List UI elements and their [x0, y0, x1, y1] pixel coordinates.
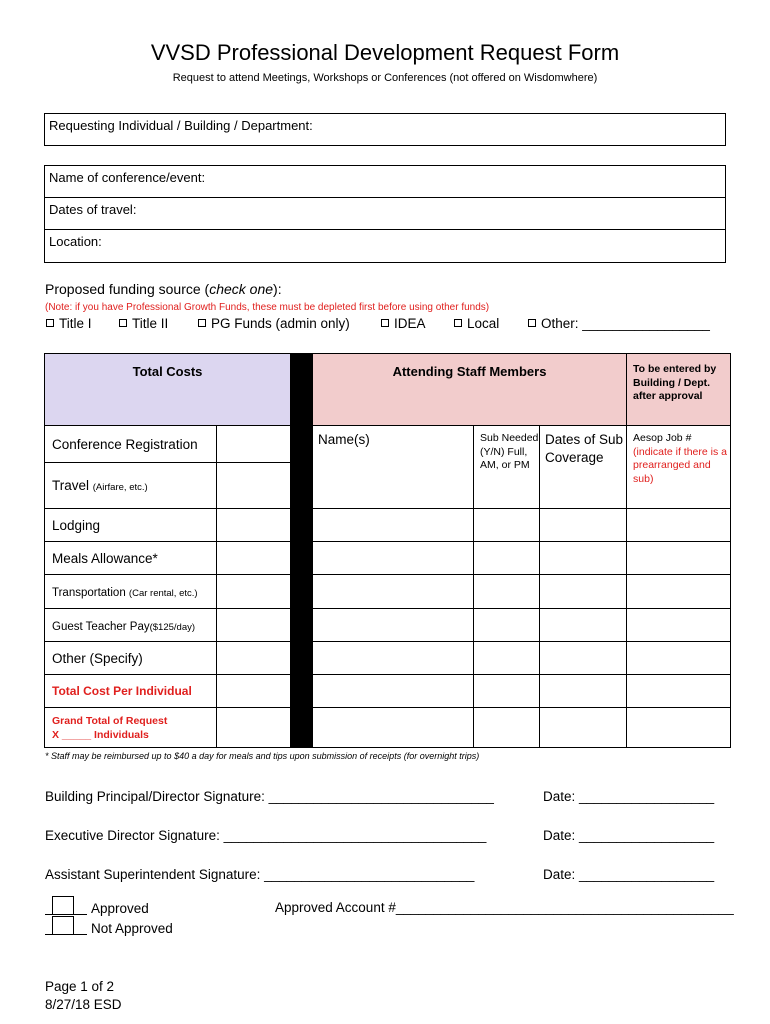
executive-signature-line[interactable]: Executive Director Signature: ___________________________________: [45, 828, 487, 843]
revision-date: 8/27/18 ESD: [45, 997, 122, 1012]
divider-column: [291, 354, 313, 748]
event-name-label: Name of conference/event:: [49, 170, 206, 185]
staff-name-cell[interactable]: [313, 642, 474, 675]
sub-dates-cell[interactable]: [540, 575, 627, 609]
sub-dates-cell[interactable]: [540, 542, 627, 575]
requester-box: [44, 113, 726, 146]
transportation-cost[interactable]: [217, 575, 291, 609]
total-costs-header: Total Costs: [45, 354, 291, 426]
grand-total-cost[interactable]: [217, 708, 291, 748]
staff-name-cell[interactable]: [313, 575, 474, 609]
grand-total-label: Grand Total of Request X _____ Individuals: [45, 708, 217, 748]
other-label: Other (Specify): [45, 642, 217, 675]
event-name-field[interactable]: [45, 166, 725, 198]
aesop-job-cell[interactable]: [627, 609, 731, 642]
approved-option[interactable]: Approved: [45, 900, 173, 920]
funding-note: (Note: if you have Professional Growth Funds, these must be depleted first before using other funds): [45, 302, 490, 313]
requester-label: Requesting Individual / Building / Department:: [49, 118, 313, 133]
transportation-label: Transportation (Car rental, etc.): [45, 575, 217, 609]
aesop-job-cell[interactable]: [627, 642, 731, 675]
funding-label: Proposed funding source (check one):: [45, 281, 282, 297]
sub-needed-cell[interactable]: [474, 642, 540, 675]
aesop-job-cell[interactable]: [627, 708, 731, 748]
sub-dates-cell[interactable]: [540, 642, 627, 675]
sub-needed-cell[interactable]: [474, 575, 540, 609]
event-box: [44, 165, 726, 263]
meals-cost[interactable]: [217, 542, 291, 575]
conference-registration-cost[interactable]: [217, 426, 291, 463]
travel-label: Travel (Airfare, etc.): [45, 463, 217, 509]
aesop-job-cell[interactable]: [627, 509, 731, 542]
funding-option-pg-funds[interactable]: PG Funds (admin only): [198, 316, 350, 331]
executive-date-line[interactable]: Date: __________________: [543, 828, 715, 843]
checkbox-icon[interactable]: [454, 319, 462, 327]
names-cell[interactable]: Name(s): [313, 426, 474, 509]
meals-footnote: * Staff may be reimbursed up to $40 a day for meals and tips upon submission of receipts (for overnight trips): [45, 751, 480, 761]
checkbox-icon[interactable]: [46, 319, 54, 327]
checkbox-icon: [52, 896, 74, 915]
conference-registration-label: Conference Registration: [45, 426, 217, 463]
other-cost[interactable]: [217, 642, 291, 675]
checkbox-icon: [52, 916, 74, 935]
dates-of-sub-cell[interactable]: Dates of Sub Coverage: [540, 426, 627, 509]
sub-dates-cell[interactable]: [540, 609, 627, 642]
page-number: Page 1 of 2: [45, 979, 115, 994]
form-title: VVSD Professional Development Request Form: [150, 40, 620, 65]
total-per-individual-cost[interactable]: [217, 675, 291, 708]
funding-option-title-i[interactable]: Title I: [46, 316, 92, 331]
guest-teacher-cost[interactable]: [217, 609, 291, 642]
approval-checkbox[interactable]: [45, 900, 87, 915]
staff-name-cell[interactable]: [313, 675, 474, 708]
not-approved-option[interactable]: Not Approved: [45, 920, 173, 940]
staff-name-cell[interactable]: [313, 708, 474, 748]
aesop-job-cell[interactable]: [627, 542, 731, 575]
aesop-job-cell[interactable]: [627, 575, 731, 609]
checkbox-icon[interactable]: [528, 319, 536, 327]
dept-entry-header: To be entered by Building / Dept. after approval: [627, 354, 731, 426]
travel-dates-field[interactable]: [45, 198, 725, 230]
checkbox-icon[interactable]: [198, 319, 206, 327]
travel-dates-label: Dates of travel:: [49, 202, 137, 217]
sub-dates-cell[interactable]: [540, 708, 627, 748]
approval-checkbox[interactable]: [45, 920, 87, 935]
assistant-superintendent-date-line[interactable]: Date: __________________: [543, 867, 715, 882]
assistant-superintendent-signature-line[interactable]: Assistant Superintendent Signature: ____________________________: [45, 867, 475, 882]
meals-label: Meals Allowance*: [45, 542, 217, 575]
attending-staff-header: Attending Staff Members: [313, 354, 627, 426]
cost-table: [44, 353, 731, 748]
staff-name-cell[interactable]: [313, 542, 474, 575]
guest-teacher-label: Guest Teacher Pay($125/day): [45, 609, 217, 642]
sub-needed-cell[interactable]: [474, 609, 540, 642]
travel-cost[interactable]: [217, 463, 291, 509]
lodging-cost[interactable]: [217, 509, 291, 542]
location-field[interactable]: [45, 230, 725, 262]
sub-dates-cell[interactable]: [540, 675, 627, 708]
location-label: Location:: [49, 234, 102, 249]
sub-needed-cell[interactable]: [474, 542, 540, 575]
aesop-job-cell[interactable]: [627, 675, 731, 708]
sub-needed-cell[interactable]: [474, 509, 540, 542]
principal-signature-line[interactable]: Building Principal/Director Signature: ______________________________: [45, 789, 494, 804]
page-footer: [45, 978, 122, 1014]
funding-option-idea[interactable]: IDEA: [381, 316, 426, 331]
sub-needed-cell[interactable]: [474, 708, 540, 748]
approved-account-line[interactable]: Approved Account #_____________________________________________: [275, 900, 734, 915]
checkbox-icon[interactable]: [119, 319, 127, 327]
checkbox-icon[interactable]: [381, 319, 389, 327]
sub-needed-cell[interactable]: [474, 675, 540, 708]
requester-field[interactable]: [45, 114, 725, 146]
sub-needed-cell[interactable]: Sub Needed (Y/N) Full, AM, or PM: [474, 426, 540, 509]
sub-dates-cell[interactable]: [540, 509, 627, 542]
funding-option-other[interactable]: Other: _________________: [528, 316, 710, 331]
form-subtitle: Request to attend Meetings, Workshops or Conferences (not offered on Wisdomwhere): [172, 72, 598, 84]
approval-block: [45, 900, 173, 940]
funding-option-local[interactable]: Local: [454, 316, 499, 331]
staff-name-cell[interactable]: [313, 509, 474, 542]
aesop-cell[interactable]: Aesop Job # (indicate if there is a prearranged and sub): [627, 426, 731, 509]
lodging-label: Lodging: [45, 509, 217, 542]
staff-name-cell[interactable]: [313, 609, 474, 642]
principal-date-line[interactable]: Date: __________________: [543, 789, 715, 804]
total-per-individual-label: Total Cost Per Individual: [45, 675, 217, 708]
funding-option-title-ii[interactable]: Title II: [119, 316, 168, 331]
